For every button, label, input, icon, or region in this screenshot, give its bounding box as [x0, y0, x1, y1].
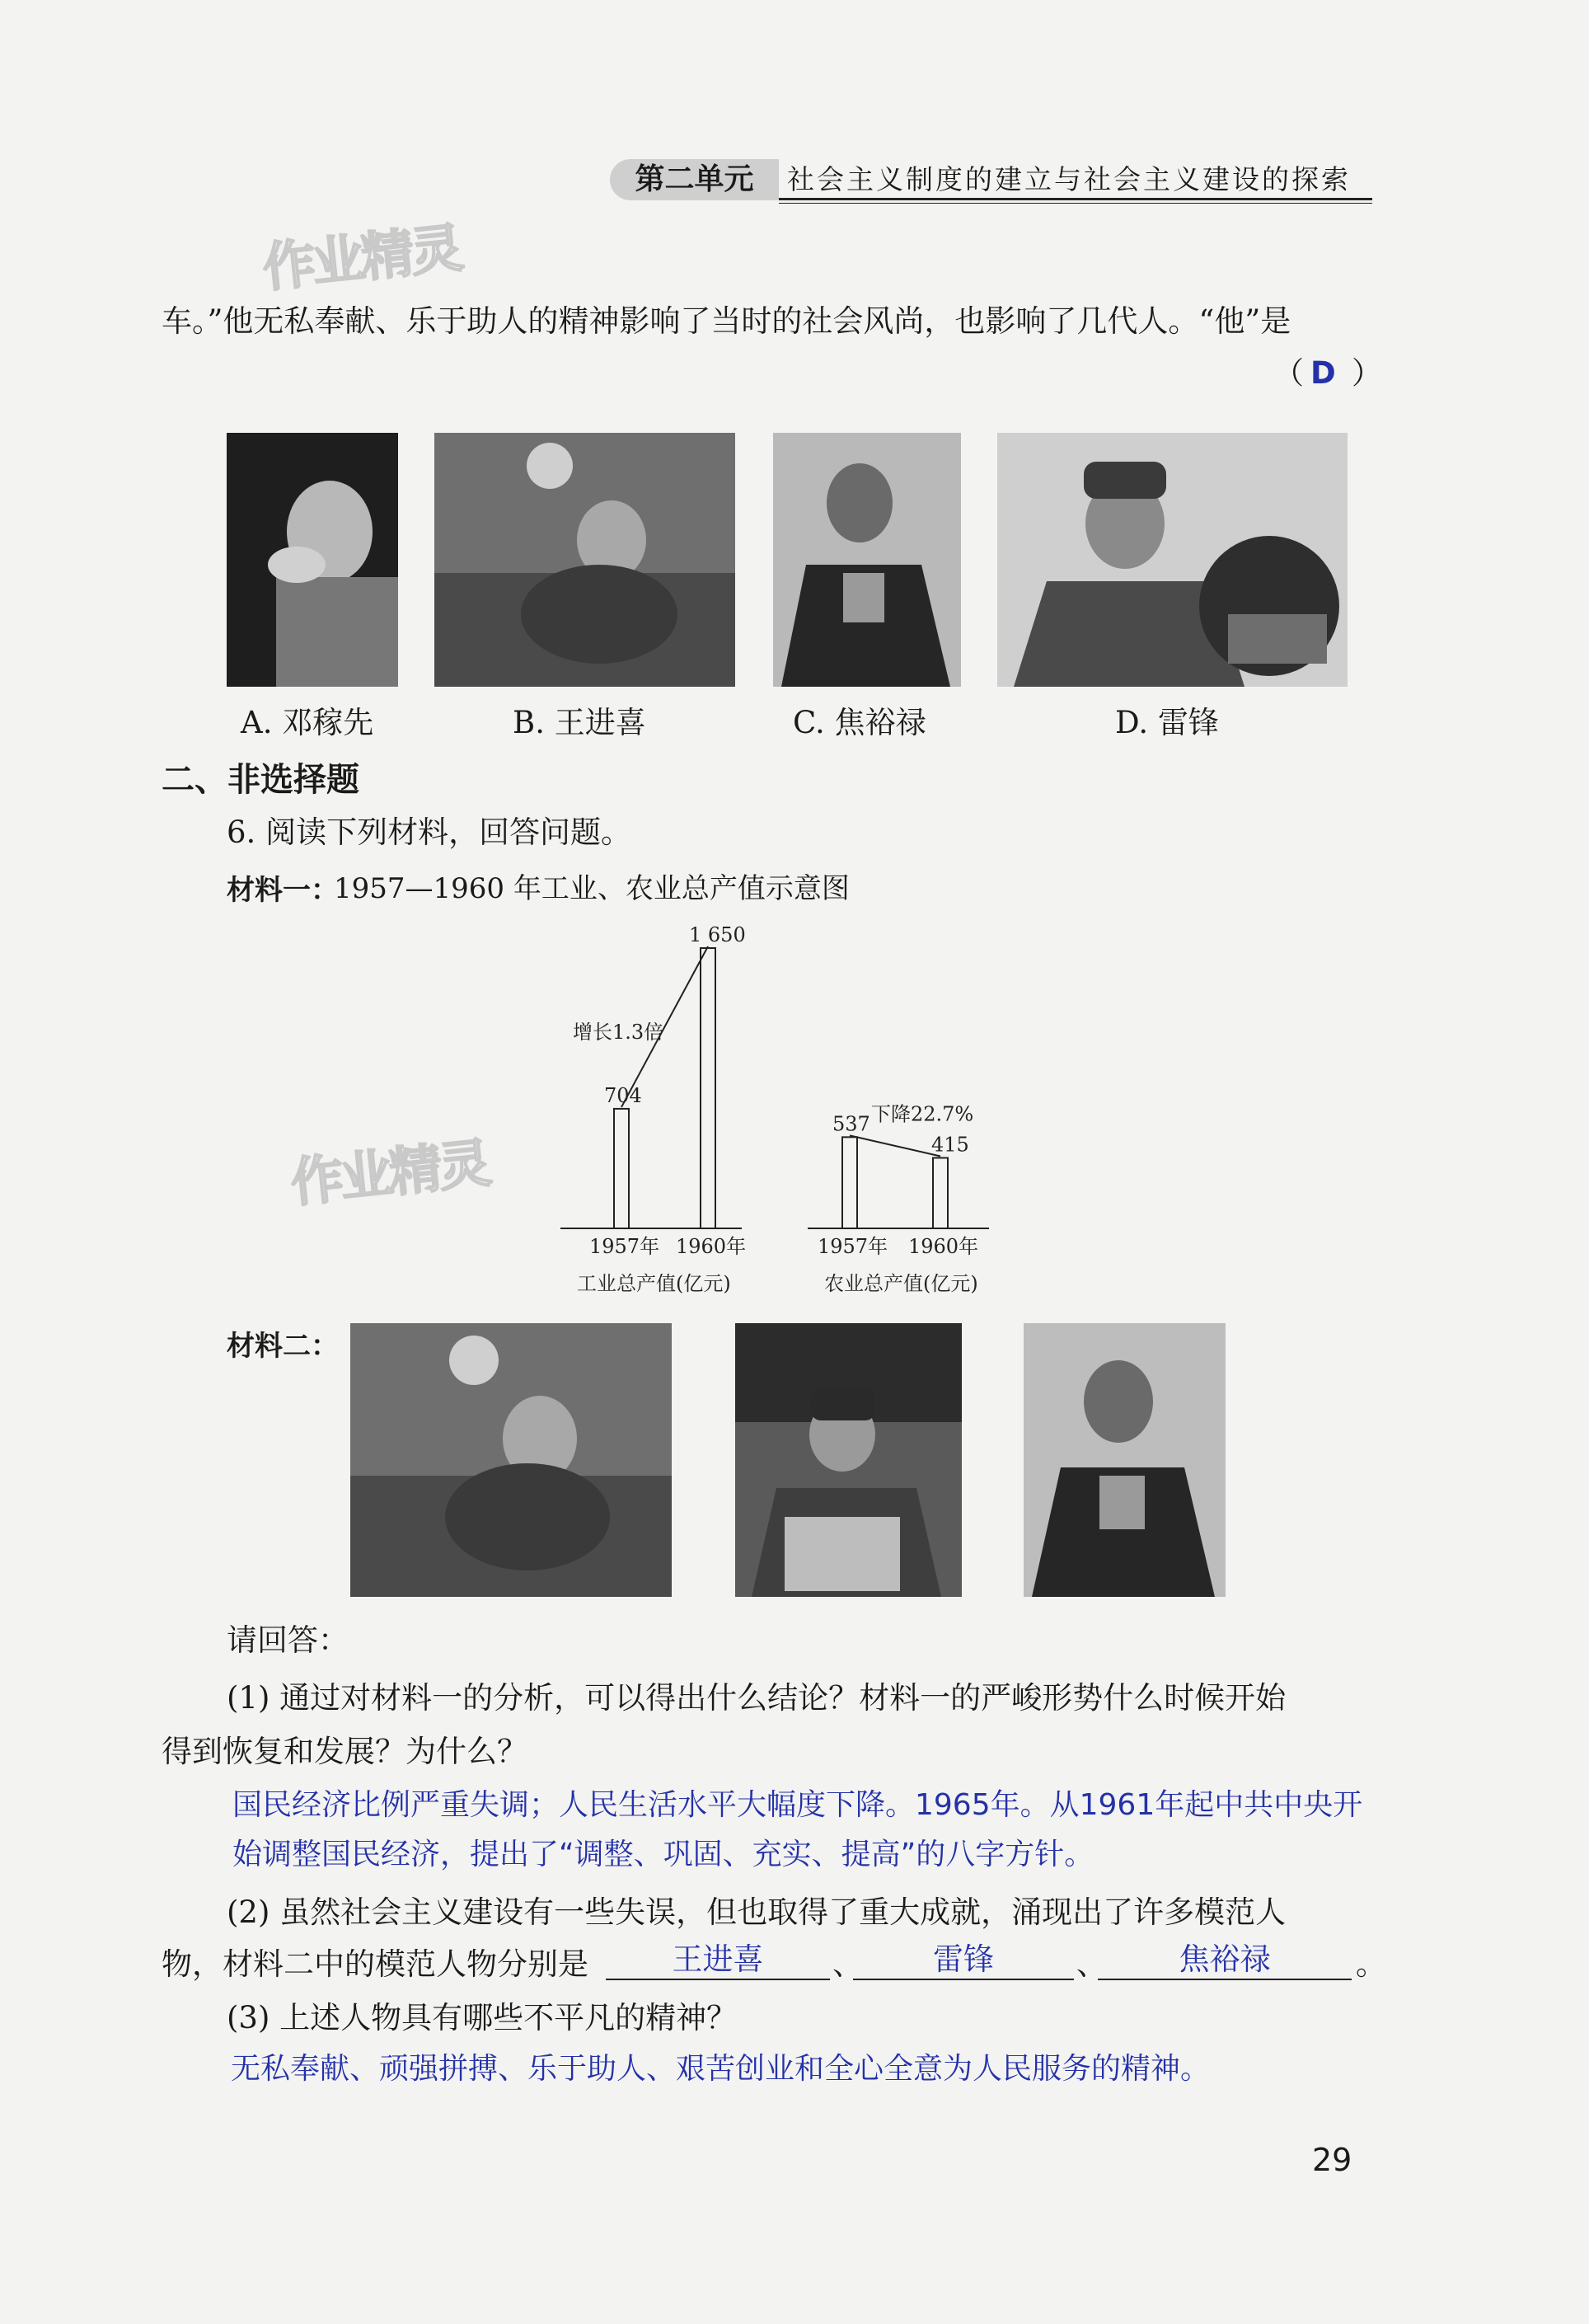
- material1-label: 材料一：: [227, 874, 339, 907]
- sub2-answer-3: 焦裕禄: [1179, 1941, 1271, 1977]
- photo-wang-jinxi: [434, 433, 735, 687]
- chart-svg: [527, 923, 1022, 1303]
- sub2-separator-1: 、: [832, 1946, 863, 1982]
- chart-industry: [560, 923, 746, 1295]
- option-d: D. 雷锋: [1115, 705, 1219, 740]
- sub2-answer-2: 雷锋: [933, 1941, 994, 1977]
- watermark-logo: 作业精灵: [260, 218, 463, 300]
- sub2-question-line1: (2) 虽然社会主义建设有一些失误，但也取得了重大成就，涌现出了许多模范人: [227, 1894, 1287, 1930]
- sub2-blank-3[interactable]: [1098, 1939, 1352, 1980]
- header-rule-thin: [779, 203, 1372, 204]
- q5-text: 车。”他无私奉献、乐于助人的精神影响了当时的社会风尚，也影响了几代人。“他”是: [162, 303, 1291, 339]
- sub3-answer: 无私奉献、顽强拼搏、乐于助人、艰苦创业和全心全意为人民服务的精神。: [231, 2052, 1211, 2086]
- ask-label: 请回答：: [227, 1622, 349, 1658]
- photo-material2-wang-jinxi: [350, 1323, 672, 1597]
- industry-tick-label-0: 1957年: [589, 1235, 660, 1258]
- industry-tick-label-1: 1960年: [676, 1235, 747, 1258]
- sub2-question-prefix: 物，材料二中的模范人物分别是: [162, 1946, 588, 1982]
- agriculture-annotation: 下降22.7%: [871, 1102, 974, 1126]
- agriculture-bar-1: [933, 1157, 948, 1228]
- header-rule: [779, 198, 1372, 200]
- sub1-answer-line1: 国民经济比例严重失调；人民生活水平大幅度下降。1965年。从1961年起中共中央开: [232, 1788, 1363, 1822]
- agriculture-tick-label-0: 1957年: [818, 1235, 888, 1258]
- photo-lei-feng: [997, 433, 1348, 687]
- chart-agriculture: [808, 1102, 989, 1295]
- industry-bar-1: [701, 948, 715, 1228]
- material2-label: 材料二：: [227, 1330, 339, 1363]
- sub2-answer-1: 王进喜: [672, 1941, 764, 1977]
- photo-jiao-yulu: [773, 433, 961, 687]
- material1-title: 1957—1960 年工业、农业总产值示意图: [334, 872, 850, 905]
- agriculture-tick-label-1: 1960年: [908, 1235, 979, 1258]
- sub1-question-line2: 得到恢复和发展？为什么？: [162, 1734, 527, 1769]
- sub2-blank-2[interactable]: [853, 1939, 1074, 1980]
- agriculture-trend-line: [850, 1135, 940, 1156]
- unit-label: 第二单元: [610, 159, 779, 200]
- industry-axis-title: 工业总产值(亿元): [577, 1272, 731, 1295]
- industry-bar-0: [614, 1109, 629, 1228]
- page-number: 29: [1312, 2142, 1352, 2178]
- agriculture-bar-0: [842, 1137, 857, 1228]
- industry-annotation: 增长1.3倍: [573, 1021, 664, 1044]
- q6-intro: 6. 阅读下列材料，回答问题。: [227, 815, 632, 850]
- agriculture-axis-title: 农业总产值(亿元): [824, 1272, 978, 1295]
- q5-answer-paren-close: ）: [1352, 355, 1382, 391]
- sub3-question: (3) 上述人物具有哪些不平凡的精神？: [227, 2000, 738, 2035]
- industry-value-label-1: 1 650: [689, 923, 746, 946]
- sub1-answer-line2: 始调整国民经济，提出了“调整、巩固、充实、提高”的八字方针。: [232, 1838, 1094, 1871]
- option-c: C. 焦裕禄: [793, 705, 926, 740]
- option-a: A. 邓稼先: [241, 705, 374, 740]
- sub2-end: 。: [1356, 1946, 1386, 1982]
- photo-material2-jiao-yulu: [1024, 1323, 1226, 1597]
- section-title: 二、非选择题: [162, 761, 359, 799]
- option-b: B. 王进喜: [513, 705, 646, 740]
- sub2-separator-2: 、: [1076, 1946, 1107, 1982]
- q5-answer-paren-open: （: [1273, 355, 1304, 391]
- unit-title: 社会主义制度的建立与社会主义建设的探索: [787, 163, 1351, 195]
- agriculture-value-label-1: 415: [931, 1133, 969, 1157]
- industry-value-label-0: 704: [604, 1083, 642, 1107]
- photo-deng-jiaxian: [227, 433, 398, 687]
- agriculture-value-label-0: 537: [832, 1112, 870, 1136]
- watermark-logo-2: 作业精灵: [288, 1133, 491, 1215]
- q5-answer: D: [1310, 355, 1336, 391]
- sub2-blank-1[interactable]: [606, 1939, 830, 1980]
- sub1-question-line1: (1) 通过对材料一的分析，可以得出什么结论？材料一的严峻形势什么时候开始: [227, 1680, 1287, 1716]
- photo-material2-lei-feng: [735, 1323, 962, 1597]
